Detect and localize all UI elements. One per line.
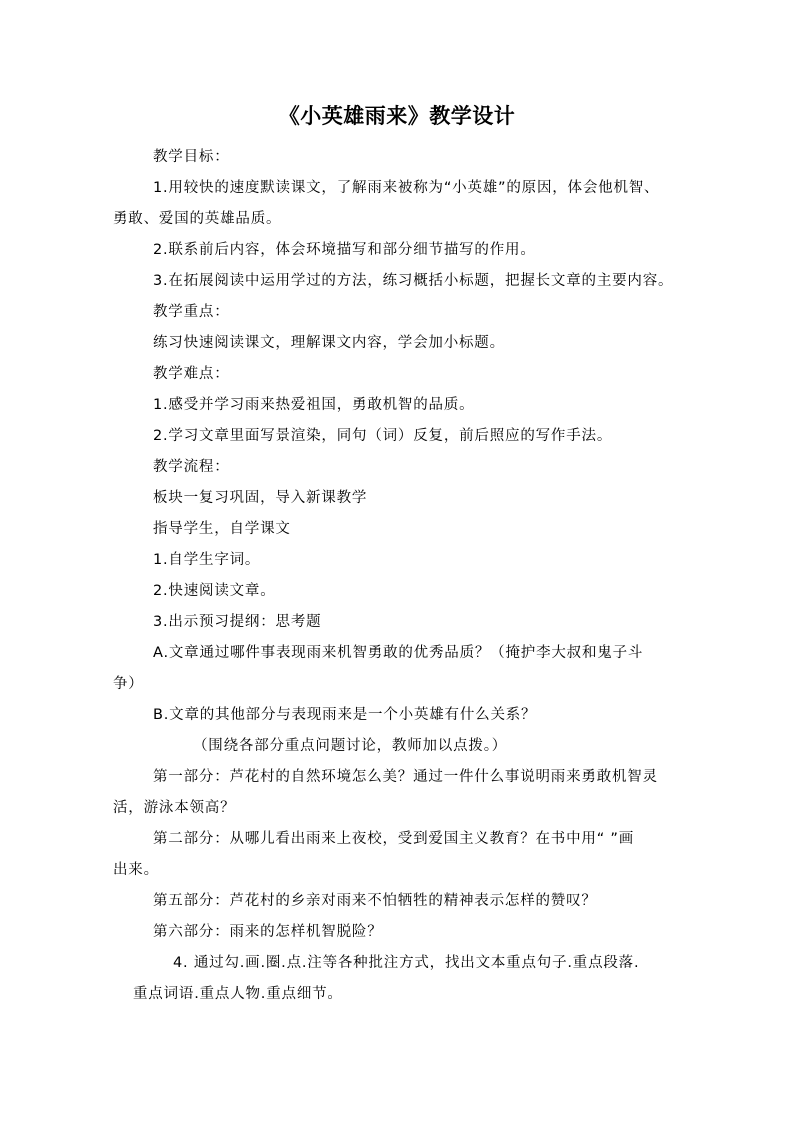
text-line: 2.快速阅读文章。 (153, 583, 276, 599)
text-line-key-points-heading: 教学重点： (153, 304, 230, 320)
text-line-process-heading: 教学流程： (153, 459, 230, 475)
text-line: 争） (113, 676, 144, 692)
text-line: （围绕各部分重点问题讨论，教师加以点拨。） (193, 738, 508, 754)
text-line: 出来。 (113, 862, 159, 878)
document-title: 《小英雄雨来》教学设计 (278, 104, 516, 128)
text-line: 第二部分：从哪儿看出雨来上夜校，受到爱国主义教育？在书中用“ ”画 (153, 831, 635, 847)
text-line-difficulties-heading: 教学难点： (153, 366, 230, 382)
text-line: 3.在拓展阅读中运用学过的方法，练习概括小标题，把握长文章的主要内容。 (153, 273, 674, 289)
text-line: 板块一复习巩固，导入新课教学 (153, 490, 368, 506)
text-line-objectives-heading: 教学目标： (153, 149, 230, 165)
text-line: 勇敢、爱国的英雄品质。 (113, 211, 282, 227)
text-line: 1.自学生字词。 (153, 552, 261, 568)
text-line: 4. 通过勾.画.圈.点.注等各种批注方式，找出文本重点句子.重点段落. (173, 955, 640, 971)
text-line: 1.感受并学习雨来热爱祖国，勇敢机智的品质。 (153, 397, 475, 413)
text-line: 第一部分：芦花村的自然环境怎么美？通过一件什么事说明雨来勇敢机智灵 (153, 769, 658, 785)
text-line: 重点词语.重点人物.重点细节。 (133, 986, 343, 1002)
text-line: 指导学生，自学课文 (153, 521, 291, 537)
text-line: 3.出示预习提纲：思考题 (153, 614, 322, 630)
text-line: 练习快速阅读课文，理解课文内容，学会加小标题。 (153, 335, 505, 351)
text-line: A.文章通过哪件事表现雨来机智勇敢的优秀品质？（掩护李大叔和鬼子斗 (153, 645, 644, 661)
text-line: 2.学习文章里面写景渲染，同句（词）反复，前后照应的写作手法。 (153, 428, 613, 444)
text-line: 2.联系前后内容，体会环境描写和部分细节描写的作用。 (153, 242, 536, 258)
text-line: 第六部分：雨来的怎样机智脱险？ (153, 924, 383, 940)
text-line: 第五部分：芦花村的乡亲对雨来不怕牺牲的精神表示怎样的赞叹？ (153, 893, 597, 909)
text-line: 活，游泳本领高？ (113, 800, 236, 816)
text-line: B.文章的其他部分与表现雨来是一个小英雄有什么关系？ (153, 707, 537, 723)
text-line: 1.用较快的速度默读课文，了解雨来被称为“小英雄”的原因，体会他机智、 (153, 180, 660, 196)
